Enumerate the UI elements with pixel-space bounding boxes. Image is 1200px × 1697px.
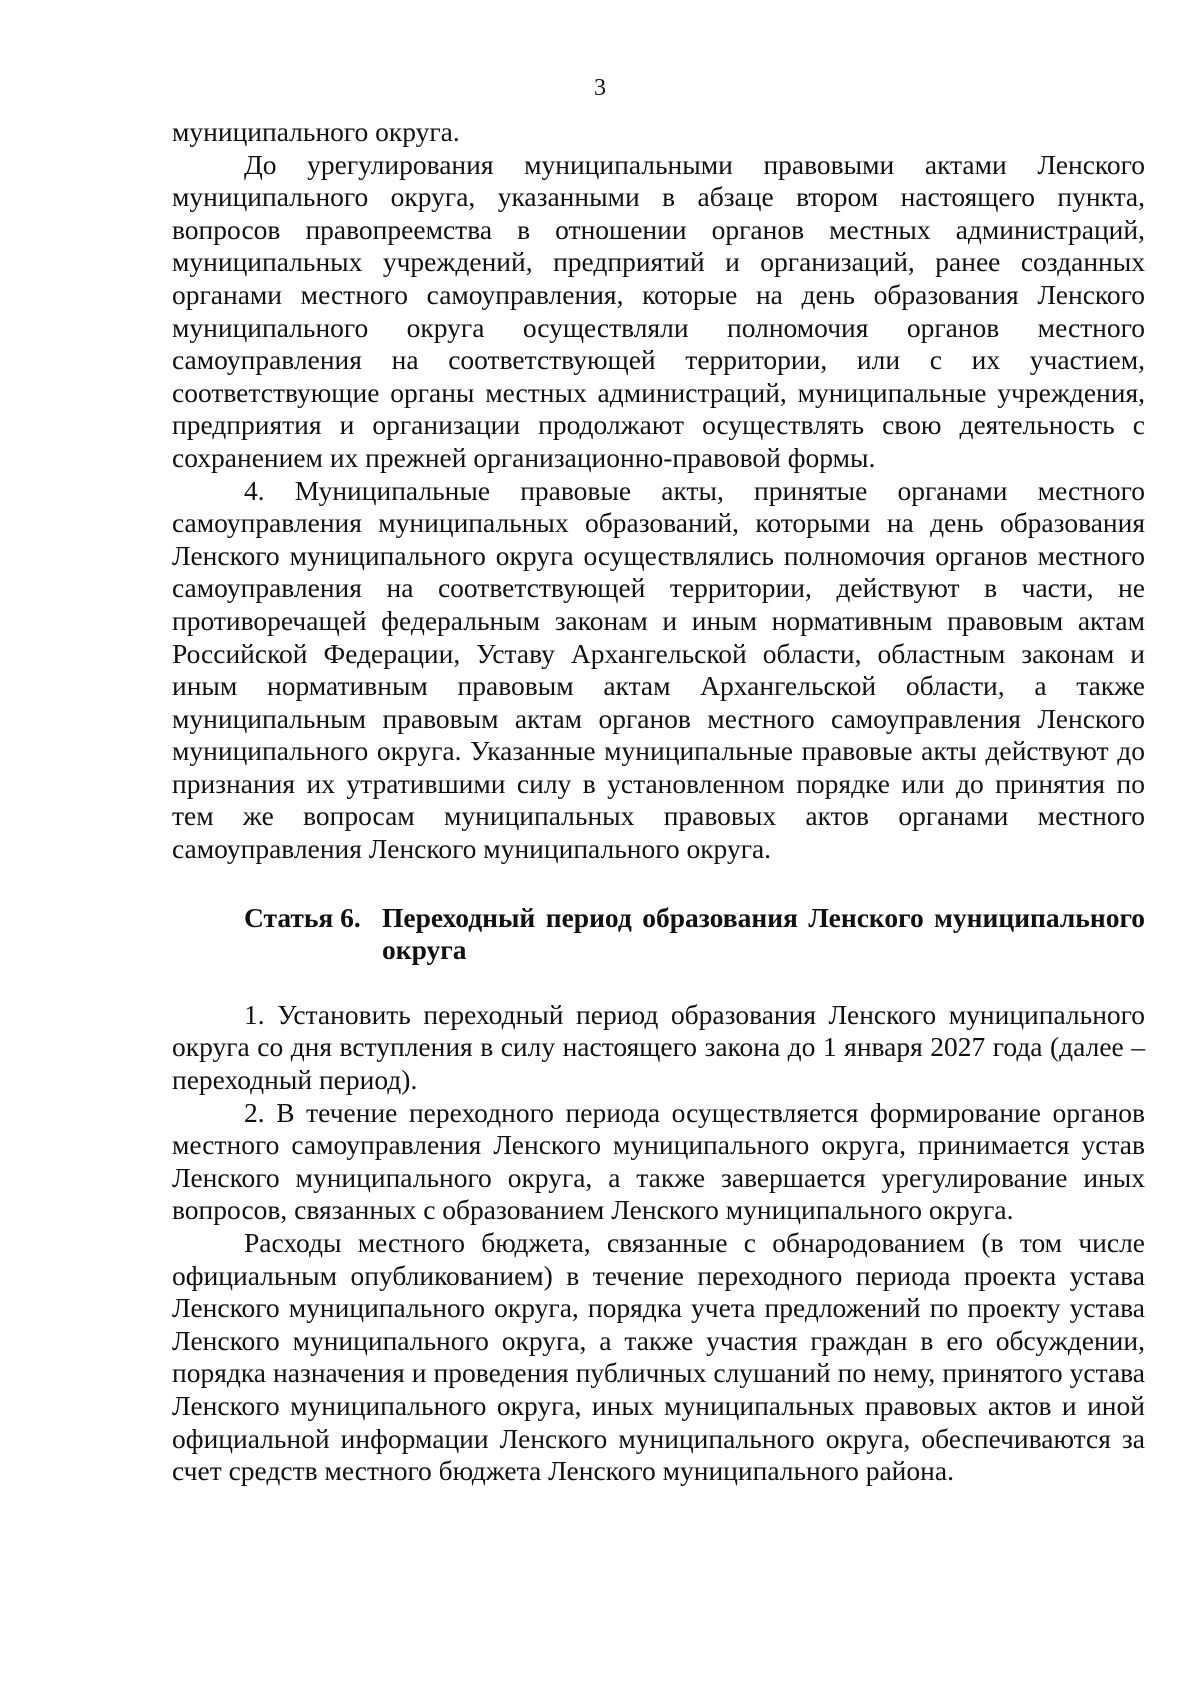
paragraph-item-1: 1. Установить переходный период образования Ленского муниципального округа со дня вступления в силу настоящего закона до 1 января 2027 года (далее – переходный период).	[172, 998, 1145, 1096]
paragraph-item-2: 2. В течение переходного периода осуществляется формирование органов местного самоуправления Ленского муниципального округа, принимается устав Ленского муниципального округа, а также завершается урегулирование иных вопросов, связанных с образованием Ленского муниципального округа.	[172, 1096, 1145, 1226]
document-body	[172, 116, 1145, 1488]
article-title: Переходный период образования Ленского муниципального округа	[382, 901, 1145, 966]
page-number: 3	[594, 75, 606, 101]
paragraph-succession: До урегулирования муниципальными правовыми актами Ленского муниципального округа, указанными в абзаце втором настоящего пункта, вопросов правопреемства в отношении органов местных администраций, муниципальных учреждений, предприятий и организаций, ранее созданных органами местного самоуправления, которые на день образования Ленского муниципального округа осуществляли полномочия органов местного самоуправления на соответствующей территории, или с их участием, соответствующие органы местных администраций, муниципальные учреждения, предприятия и организации продолжают осуществлять свою деятельность с сохранением их прежней организационно-правовой формы.	[172, 148, 1145, 473]
paragraph-expenses: Расходы местного бюджета, связанные с обнародованием (в том числе официальным опубликованием) в течение переходного периода проекта устава Ленского муниципального округа, порядка учета предложений по проекту устава Ленского муниципального округа, а также участия граждан в его обсуждении, порядка назначения и проведения публичных слушаний по нему, принятого устава Ленского муниципального округа, иных муниципальных правовых актов и иной официальной информации Ленского муниципального округа, обеспечиваются за счет средств местного бюджета Ленского муниципального района.	[172, 1227, 1145, 1487]
article-number: Статья 6.	[244, 901, 361, 933]
paragraph-item-4: 4. Муниципальные правовые акты, принятые органами местного самоуправления муниципальных образований, которыми на день образования Ленского муниципального округа осуществлялись полномочия органов местного самоуправления на соответствующей территории, действуют в части, не противоречащей федеральным законам и иным нормативным правовым актам Российской Федерации, Уставу Архангельской области, областным законам и иным нормативным правовым актам Архангельской области, а также муниципальным правовым актам органов местного самоуправления Ленского муниципального округа. Указанные муниципальные правовые акты действуют до признания их утратившими силу в установленном порядке или до принятия по тем же вопросам муниципальных правовых актов органами местного самоуправления Ленского муниципального округа.	[172, 474, 1145, 865]
article-heading	[172, 902, 1145, 967]
paragraph-continuation: муниципального округа.	[172, 116, 460, 147]
